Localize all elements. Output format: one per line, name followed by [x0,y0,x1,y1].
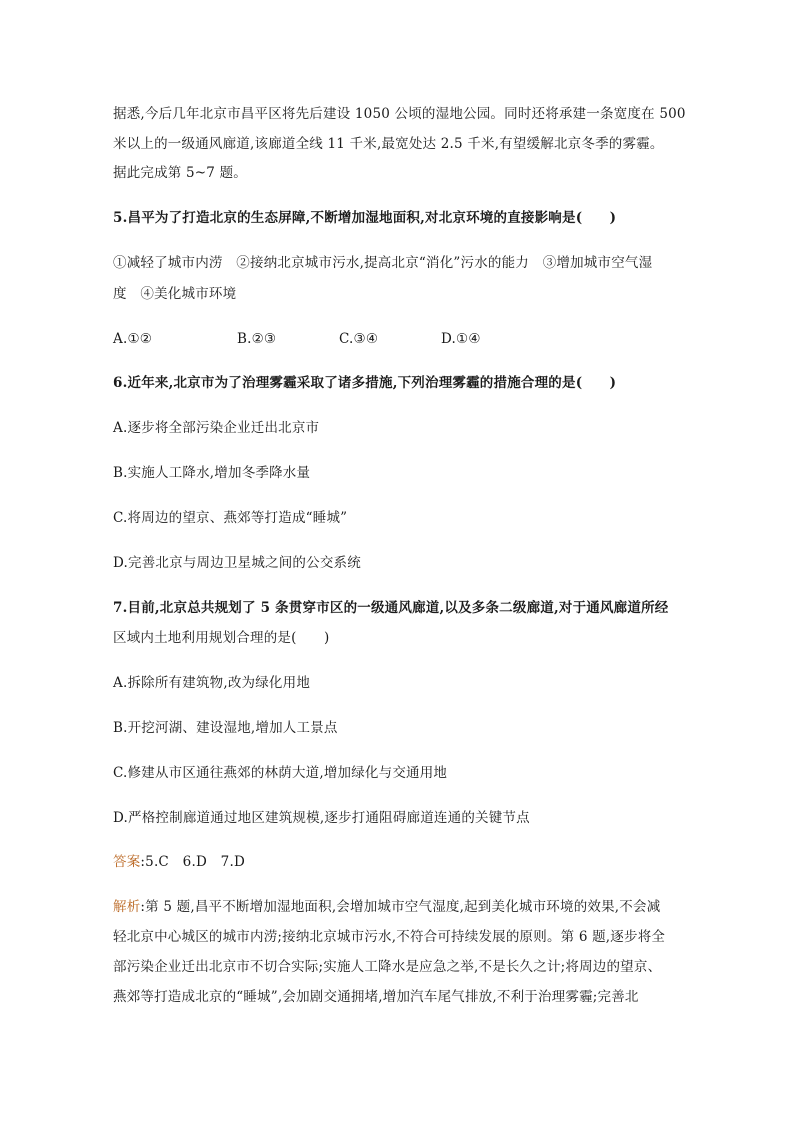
material-line-1: 据悉,今后几年北京市昌平区将先后建设 1050 公顷的湿地公园。同时还将承建一条宽度在 500 [113,106,686,122]
analysis-text-1: :第 5 题,昌平不断增加湿地面积,会增加城市空气湿度,起到美化城市环境的效果,不会减 [140,899,661,915]
answer-label: 答案 [113,854,141,870]
question-7-stem-line-2: 区域内土地利用规划合理的是( ) [113,630,330,646]
question-5-option-c: C.③④ [339,331,379,347]
question-6-option-a: A.逐步将全部污染企业迁出北京市 [113,420,320,436]
question-7-option-d: D.严格控制廊道通过地区建筑规模,逐步打通阻碍廊道连通的关键节点 [113,810,530,826]
material-line-3: 据此完成第 5~7 题。 [113,165,247,181]
analysis-line-1 [113,897,660,917]
question-5-stem: 5.昌平为了打造北京的生态屏障,不断增加湿地面积,对北京环境的直接影响是( ) [113,210,617,226]
analysis-label: 解析 [113,899,141,915]
question-5-option-d: D.①④ [441,331,481,347]
question-7-option-b: B.开挖河湖、建设湿地,增加人工景点 [113,720,338,736]
analysis-line-2: 轻北京中心城区的城市内涝;接纳北京城市污水,不符合可持续发展的原则。第 6 题,逐步将全 [113,929,666,945]
analysis-line-3: 部污染企业迁出北京市不切合实际;实施人工降水是应急之举,不是长久之计;将周边的望京、 [113,959,662,975]
question-6-option-b: B.实施人工降水,增加冬季降水量 [113,465,311,481]
question-5-items-line-2: 度 ④美化城市环境 [113,286,237,302]
question-6-stem: 6.近年来,北京市为了治理雾霾采取了诸多措施,下列治理雾霾的措施合理的是( ) [113,375,617,391]
question-5-options [113,329,713,349]
question-7-stem-line-1: 7.目前,北京总共规划了 5 条贯穿市区的一级通风廊道,以及多条二级廊道,对于通风廊道所经 [113,600,669,616]
question-6-option-c: C.将周边的望京、燕郊等打造成“睡城” [113,510,348,526]
question-5-option-a: A.①② [113,331,153,347]
question-5-option-b: B.②③ [237,331,277,347]
answer-line [113,852,245,872]
question-7-option-a: A.拆除所有建筑物,改为绿化用地 [113,675,311,691]
answer-text: :5.C 6.D 7.D [140,854,245,870]
question-6-option-d: D.完善北京与周边卫星城之间的公交系统 [113,555,361,571]
question-5-items-line-1: ①减轻了城市内涝 ②接纳北京城市污水,提高北京“消化”污水的能力 ③增加城市空气湿 [113,255,653,271]
question-7-option-c: C.修建从市区通往燕郊的林荫大道,增加绿化与交通用地 [113,765,448,781]
analysis-line-4: 燕郊等打造成北京的“睡城”,会加剧交通拥堵,增加汽车尾气排放,不利于治理雾霾;完善北 [113,989,639,1005]
material-line-2: 米以上的一级通风廊道,该廊道全线 11 千米,最宽处达 2.5 千米,有望缓解北京冬季的雾霾。 [113,136,664,152]
